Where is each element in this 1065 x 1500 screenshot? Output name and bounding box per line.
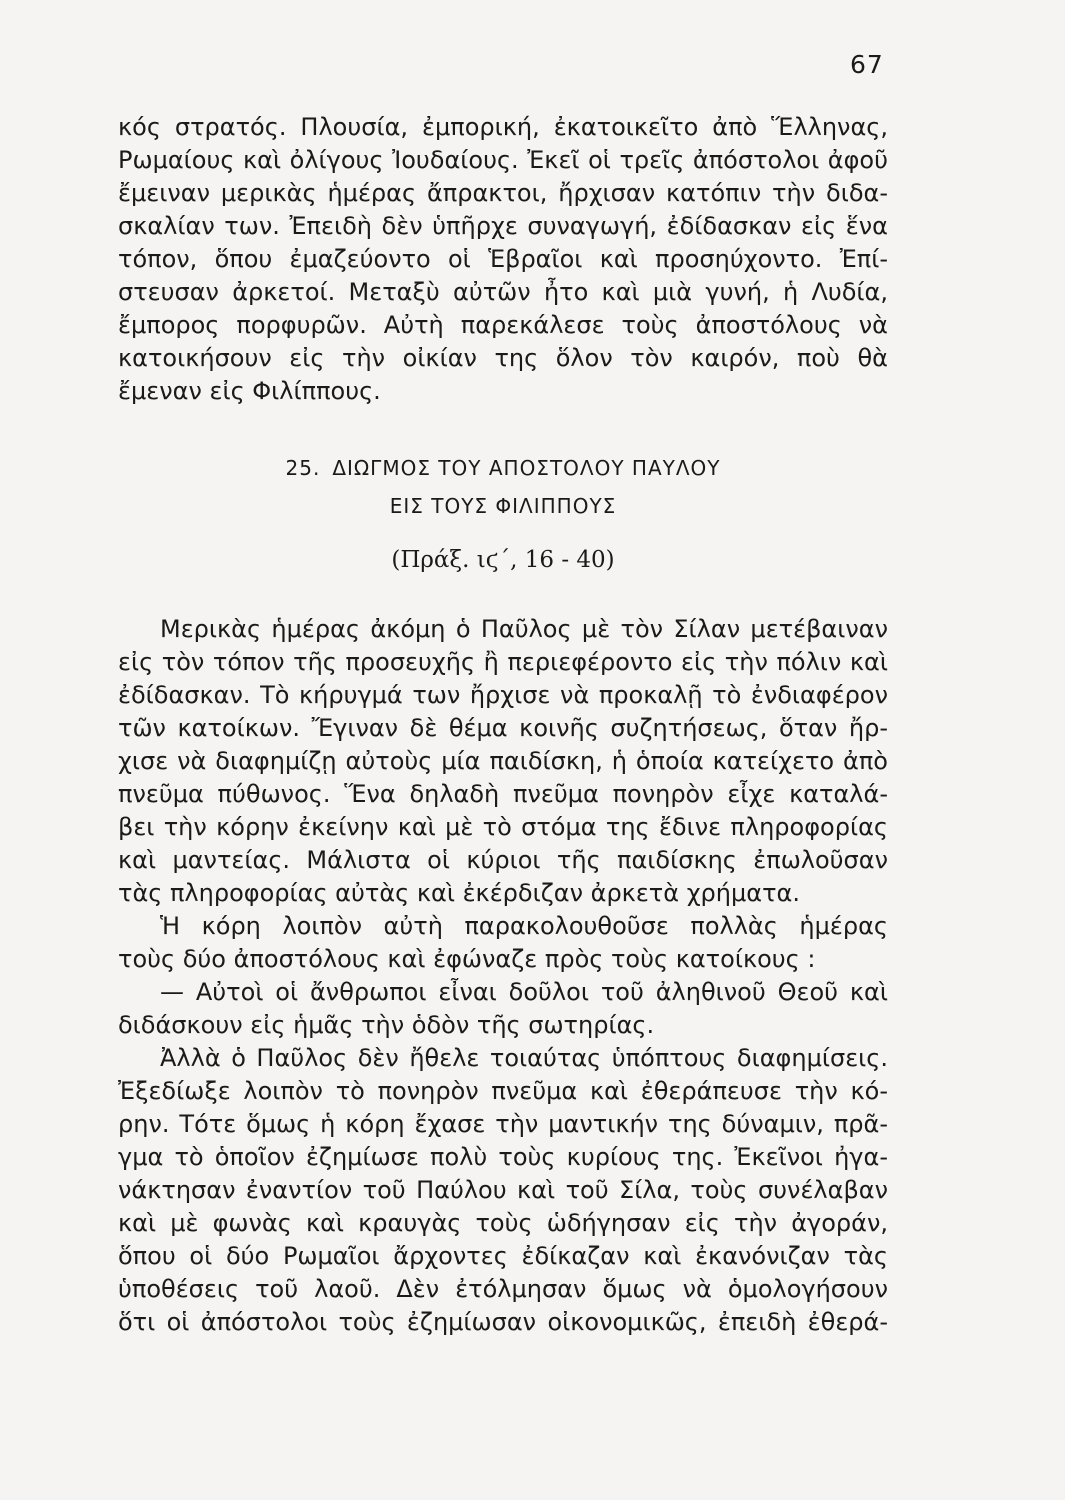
text-line: τῶν κατοίκων. Ἔγιναν δὲ θέμα κοινῆς συζητήσεως, ὅταν ἤρ- bbox=[118, 714, 888, 742]
text-line: σκαλίαν των. Ἐπειδὴ δὲν ὑπῆρχε συναγωγή, ἐδίδασκαν εἰς ἕνα bbox=[118, 212, 888, 240]
text-line: κός στρατός. Πλουσία, ἐμπορική, ἐκατοικεῖτο ἀπὸ Ἕλληνας, bbox=[118, 113, 888, 141]
text-line: ἐδίδασκαν. Τὸ κήρυγμά των ἤρχισε νὰ προκαλῇ τὸ ἐνδιαφέρον bbox=[118, 681, 888, 709]
text-line: εἰς τὸν τόπον τῆς προσευχῆς ἢ περιεφέροντο εἰς τὴν πόλιν καὶ bbox=[118, 648, 888, 676]
section-heading-line1 bbox=[118, 455, 888, 481]
text-line: Μερικὰς ἡμέρας ἀκόμη ὁ Παῦλος μὲ τὸν Σίλαν μετέβαιναν bbox=[160, 615, 888, 643]
text-line: Ἡ κόρη λοιπὸν αὐτὴ παρακολουθοῦσε πολλὰς ἡμέρας bbox=[160, 912, 888, 940]
section-title-line1: ΔΙΩΓΜΟΣ ΤΟΥ ΑΠΟΣΤΟΛΟΥ ΠΑΥΛΟΥ bbox=[332, 456, 721, 480]
text-line: καὶ μὲ φωνὰς καὶ κραυγὰς τοὺς ὡδήγησαν εἰς τὴν ἀγοράν, bbox=[118, 1209, 888, 1237]
text-line: τὰς πληροφορίας αὐτὰς καὶ ἐκέρδιζαν ἀρκετὰ χρήματα. bbox=[118, 879, 800, 907]
section-number: 25. bbox=[285, 456, 321, 480]
text-line: Ἀλλὰ ὁ Παῦλος δὲν ἤθελε τοιαύτας ὑπόπτους διαφημίσεις. bbox=[160, 1044, 888, 1072]
text-line: Ἐξεδίωξε λοιπὸν τὸ πονηρὸν πνεῦμα καὶ ἐθεράπευσε τὴν κό- bbox=[118, 1077, 888, 1105]
text-line: ρην. Τότε ὅμως ἡ κόρη ἔχασε τὴν μαντικήν της δύναμιν, πρᾶ- bbox=[118, 1110, 888, 1138]
text-line: κατοικήσουν εἰς τὴν οἰκίαν της ὅλον τὸν καιρόν, ποὺ θὰ bbox=[118, 344, 888, 372]
text-line: πνεῦμα πύθωνος. Ἕνα δηλαδὴ πνεῦμα πονηρὸν εἶχε καταλά- bbox=[118, 780, 888, 808]
text-line: νάκτησαν ἐναντίον τοῦ Παύλου καὶ τοῦ Σίλα, τοὺς συνέλαβαν bbox=[118, 1176, 888, 1204]
text-line: — Αὐτοὶ οἱ ἄνθρωποι εἶναι δοῦλοι τοῦ ἀληθινοῦ Θεοῦ καὶ bbox=[160, 978, 888, 1006]
text-line: τοὺς δύο ἀποστόλους καὶ ἐφώναζε πρὸς τοὺς κατοίκους : bbox=[118, 945, 816, 973]
text-line: γμα τὸ ὁποῖον ἐζημίωσε πολὺ τοὺς κυρίους της. Ἐκεῖνοι ἠγα- bbox=[118, 1143, 888, 1171]
text-line: στευσαν ἀρκετοί. Μεταξὺ αὐτῶν ἦτο καὶ μιὰ γυνή, ἡ Λυδία, bbox=[118, 278, 888, 306]
page-number: 67 bbox=[850, 50, 884, 79]
text-line: ὅτι οἱ ἀπόστολοι τοὺς ἐζημίωσαν οἰκονομικῶς, ἐπειδὴ ἐθερά- bbox=[118, 1308, 888, 1336]
text-line: διδάσκουν εἰς ἡμᾶς τὴν ὁδὸν τῆς σωτηρίας. bbox=[118, 1011, 655, 1039]
text-line: ὅπου οἱ δύο Ρωμαῖοι ἄρχοντες ἐδίκαζαν καὶ ἐκανόνιζαν τὰς bbox=[118, 1242, 888, 1270]
section-title-line2: ΕΙΣ ΤΟΥΣ ΦΙΛΙΠΠΟΥΣ bbox=[389, 494, 617, 518]
text-line: καὶ μαντείας. Μάλιστα οἱ κύριοι τῆς παιδίσκης ἐπωλοῦσαν bbox=[118, 846, 888, 874]
text-line: ἔμειναν μερικὰς ἡμέρας ἄπρακτοι, ἤρχισαν κατόπιν τὴν διδα- bbox=[118, 179, 888, 207]
text-line: ἔμπορος πορφυρῶν. Αὐτὴ παρεκάλεσε τοὺς ἀποστόλους νὰ bbox=[118, 311, 888, 339]
scripture-reference: (Πράξ. ιϛ΄, 16 - 40) bbox=[391, 547, 615, 573]
text-line: βει τὴν κόρην ἐκείνην καὶ μὲ τὸ στόμα της ἔδινε πληροφορίας bbox=[118, 813, 888, 841]
text-line: ὑποθέσεις τοῦ λαοῦ. Δὲν ἐτόλμησαν ὅμως νὰ ὁμολογήσουν bbox=[118, 1275, 888, 1303]
text-line: ἔμεναν εἰς Φιλίππους. bbox=[118, 377, 381, 405]
text-line: Ρωμαίους καὶ ὀλίγους Ἰουδαίους. Ἐκεῖ οἱ τρεῖς ἀπόστολοι ἀφοῦ bbox=[118, 146, 888, 174]
text-line: χισε νὰ διαφημίζῃ αὐτοὺς μία παιδίσκη, ἡ ὁποία κατείχετο ἀπὸ bbox=[118, 747, 888, 775]
text-line: τόπον, ὅπου ἐμαζεύοντο οἱ Ἑβραῖοι καὶ προσηύχοντο. Ἐπί- bbox=[118, 245, 888, 273]
